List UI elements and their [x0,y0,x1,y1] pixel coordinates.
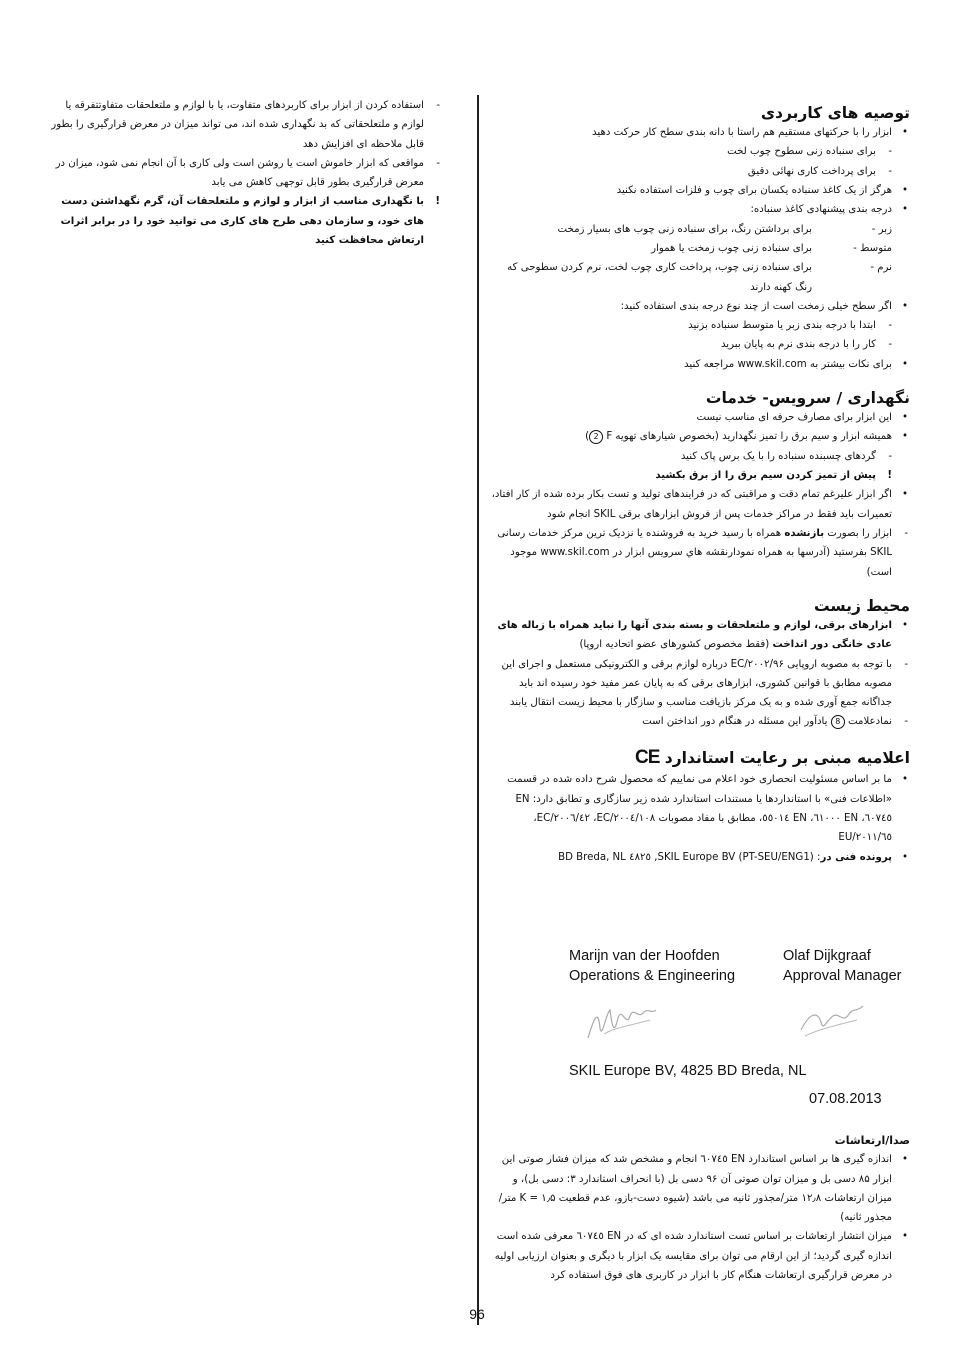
grade-row: نرم - برای سنباده زنی چوب، پرداخت کاری چوب لخت، نرم کردن سطوحی که رنگ کهنه دارند [507,262,892,293]
column-divider [477,95,479,1325]
ce-mark-icon: CE [634,746,660,768]
signature-right-icon [797,1000,869,1042]
signatory-left [569,946,735,986]
sub-item: - برای پرداخت کاری نهائی دقیق [747,165,892,177]
section-heading: صدا/ارتعاشات [834,1134,910,1147]
signatory-name: Marijn van der Hoofden [569,948,720,964]
sub-item: - ابزار را بصورت بازنشده همراه با رسید خرید به فروشنده یا نزدیک ترین مرکز خدمات رسانی SKIL بفرستید (آدرسها به همراه نمودارنقشه هاي سرويس ابزار در www.skil.com موجود است) [497,527,908,578]
sub-item: - برای سنباده زنی سطوح چوب لخت [727,146,892,158]
list-item: • این ابزار برای مصارف حرفه ای مناسب نیست [696,412,908,424]
list-item: • میزان انتشار ارتعاشات بر اساس تست استاندارد شده ای که در EN ٦٠٧٤٥ معرفی شده است اندازه گیری گردید؛ از این ارقام می توان برای مقایسه یک ابزار با دیگری و بعنوان ارزیابی اولیه در معرض قرارگیری ارتعاشات هنگام کار با ابزار در کاربری های فوق استفاده کرد [494,1231,908,1282]
list-item: • ابزارهای برقی، لوازم و ملتعلحقات و بسته بندی آنها را نباید همراه با زباله های عادی خانگی دور انداخت (فقط مخصوص کشورهای عضو اتحادیه اروپا) [497,619,908,651]
warning-item: ! پیش از تمیز کردن سیم برق را از برق بکشید [655,470,892,482]
section-heading: توصیه های کاربردی [760,104,910,122]
noise-section [488,1131,910,1285]
sub-item: - با توجه به مصوبه اروپایی ۲۰۰۲/۹۶/EC درباره لوازم برقی و الکترونیکی مستعمل و اجرای این مصوبه مطابق با قوانین کشوری، ابزارهای برقی که به پایان عمر مفید خود رسیده اند باید جداگانه جمع آوری شده و به یک مرکز بازیافت مناسب و سازگار با محیط زیست انتقال یابند [501,658,908,709]
list-item: • اگر سطح خیلی زمخت است از چند نوع درجه بندی استفاده کنید: [620,300,908,312]
list-item: • درجه بندی پیشنهادی کاغذ سنباده: [750,204,908,216]
list-item: • همیشه ابزار و سیم برق را تمیز نگهدارید (بخصوص شیارهای تهویه F 2) [585,431,908,443]
sub-item: - نمادعلامت 8 یادآور این مسئله در هنگام دور انداختن است [642,716,908,728]
usage-section [488,103,910,374]
signatory-title: Operations & Engineering [569,968,736,984]
left-column [40,96,442,250]
grade-row: متوسط - برای سنباده زنی چوب زمخت یا هموار [651,242,892,254]
warning-item: ! با نگهداری مناسب از ابزار و لوازم و ملتعلحقات آن، گرم نگهداشتن دست های خود، و سازمان دهی طرح های کاری می توانید خود را در برابر اثرات ارتعاش محافظت کنید [60,196,440,247]
signatory-name: Olaf Dijkgraaf [783,948,871,964]
list-item: • ابزار را با حرکتهای مستقیم هم راستا با دانه بندی سطح کار حرکت دهید [592,127,908,139]
list-item: - استفاده کردن از ابزار برای کاربردهای متفاوت، یا با لوازم و ملتعلحقات متفاوتتفرقه یا لوازم و ملتعلحقاتی که بد نگهداری شده اند، می تواند میزان در معرض قرارگیری را بطور قابل ملاحظه ای افزایش دهد [51,100,440,150]
sub-item: - ابتدا با درجه بندی زبر یا متوسط سنباده بزنید [688,320,892,332]
list-item: • پرونده فنی در: SKIL Europe BV (PT-SEU/ENG1), ٤٨٢٥ BD Breda, NL [558,851,908,863]
section-heading: اعلامیه مبنی بر رعایت استاندارد CE [634,746,910,768]
right-column [488,103,910,867]
signatory-right [783,946,902,986]
figure-ref-icon: 2 [589,430,603,444]
list-item: • برای نکات بیشتر به www.skil.com مراجعه کنید [684,358,908,370]
page-number: 96 [469,1306,485,1322]
signatory-title: Approval Manager [783,968,902,984]
list-item: • ما بر اساس مسئولیت انحصاری خود اعلام می نماییم که محصول شرح داده شده در قسمت «اطلاعات فنی» با استانداردها یا مستندات استاندارد شده زیر سازگاری و تطابق دارد: EN ٦٠٧٤٥، EN ٦١٠٠٠، EN ٥٥٠١٤، مطابق با مفاد مصوبات ٢٠٠٤/١٠٨/EC، ٢٠٠٦/٤٢/EC، ٢٠١١/٦٥/EU [507,774,908,844]
declaration-section [488,746,910,867]
declaration-date: 07.08.2013 [809,1091,882,1107]
list-item: • اندازه گیری ها بر اساس استاندارد EN ٦٠٧٤٥ انجام و مشخص شد که میزان فشار صوتی این ابزار ۸۵ دسی بل و میزان توان صوتی آن ۹۶ دسی بل (با انحراف استاندارد ۳: دسی بل)، و میزان ارتعاشات ۱۲٫۸ متر/مجذور ثانیه می باشد (شیوه دست-بازو، عدم قطعیت K = ۱٫۵ متر/مجذور ثانیه) [498,1154,908,1224]
environment-section [488,596,910,732]
sub-item: - گردهای چسبنده سنباده را با یک برس پاک کنید [680,450,892,462]
section-heading: نگهداری / سرویس- خدمات [705,389,910,407]
sub-item: - کار را با درجه بندی نرم به پایان ببرید [720,339,892,351]
list-item: • اگر ابزار علیرغم تمام دقت و مراقبتی که در فرایندهای تولید و تست بکار برده شده از کار افتاد، تعمیرات باید فقط در مراکز خدمات پس از فروش ابزارهای برقی SKIL انجام شود [491,489,908,520]
section-heading: محیط زیست [813,596,910,615]
maintenance-section [488,388,910,582]
signature-left-icon [584,998,664,1048]
company-address: SKIL Europe BV, 4825 BD Breda, NL [569,1063,807,1079]
list-item: - مواقعی که ابزار خاموش است یا روشن است ولی کاری با آن انجام نمی شود، میزان در معرض قرارگیری بطور قابل توجهی کاهش می یابد [55,157,440,189]
figure-ref-icon: 8 [831,715,845,729]
list-item: • هرگز از یک کاغذ سنباده یکسان برای چوب و فلزات استفاده نکنید [616,185,908,197]
grade-row: زبر - برای برداشتن رنگ، برای سنباده زنی چوب های بسیار زمخت [557,223,892,235]
